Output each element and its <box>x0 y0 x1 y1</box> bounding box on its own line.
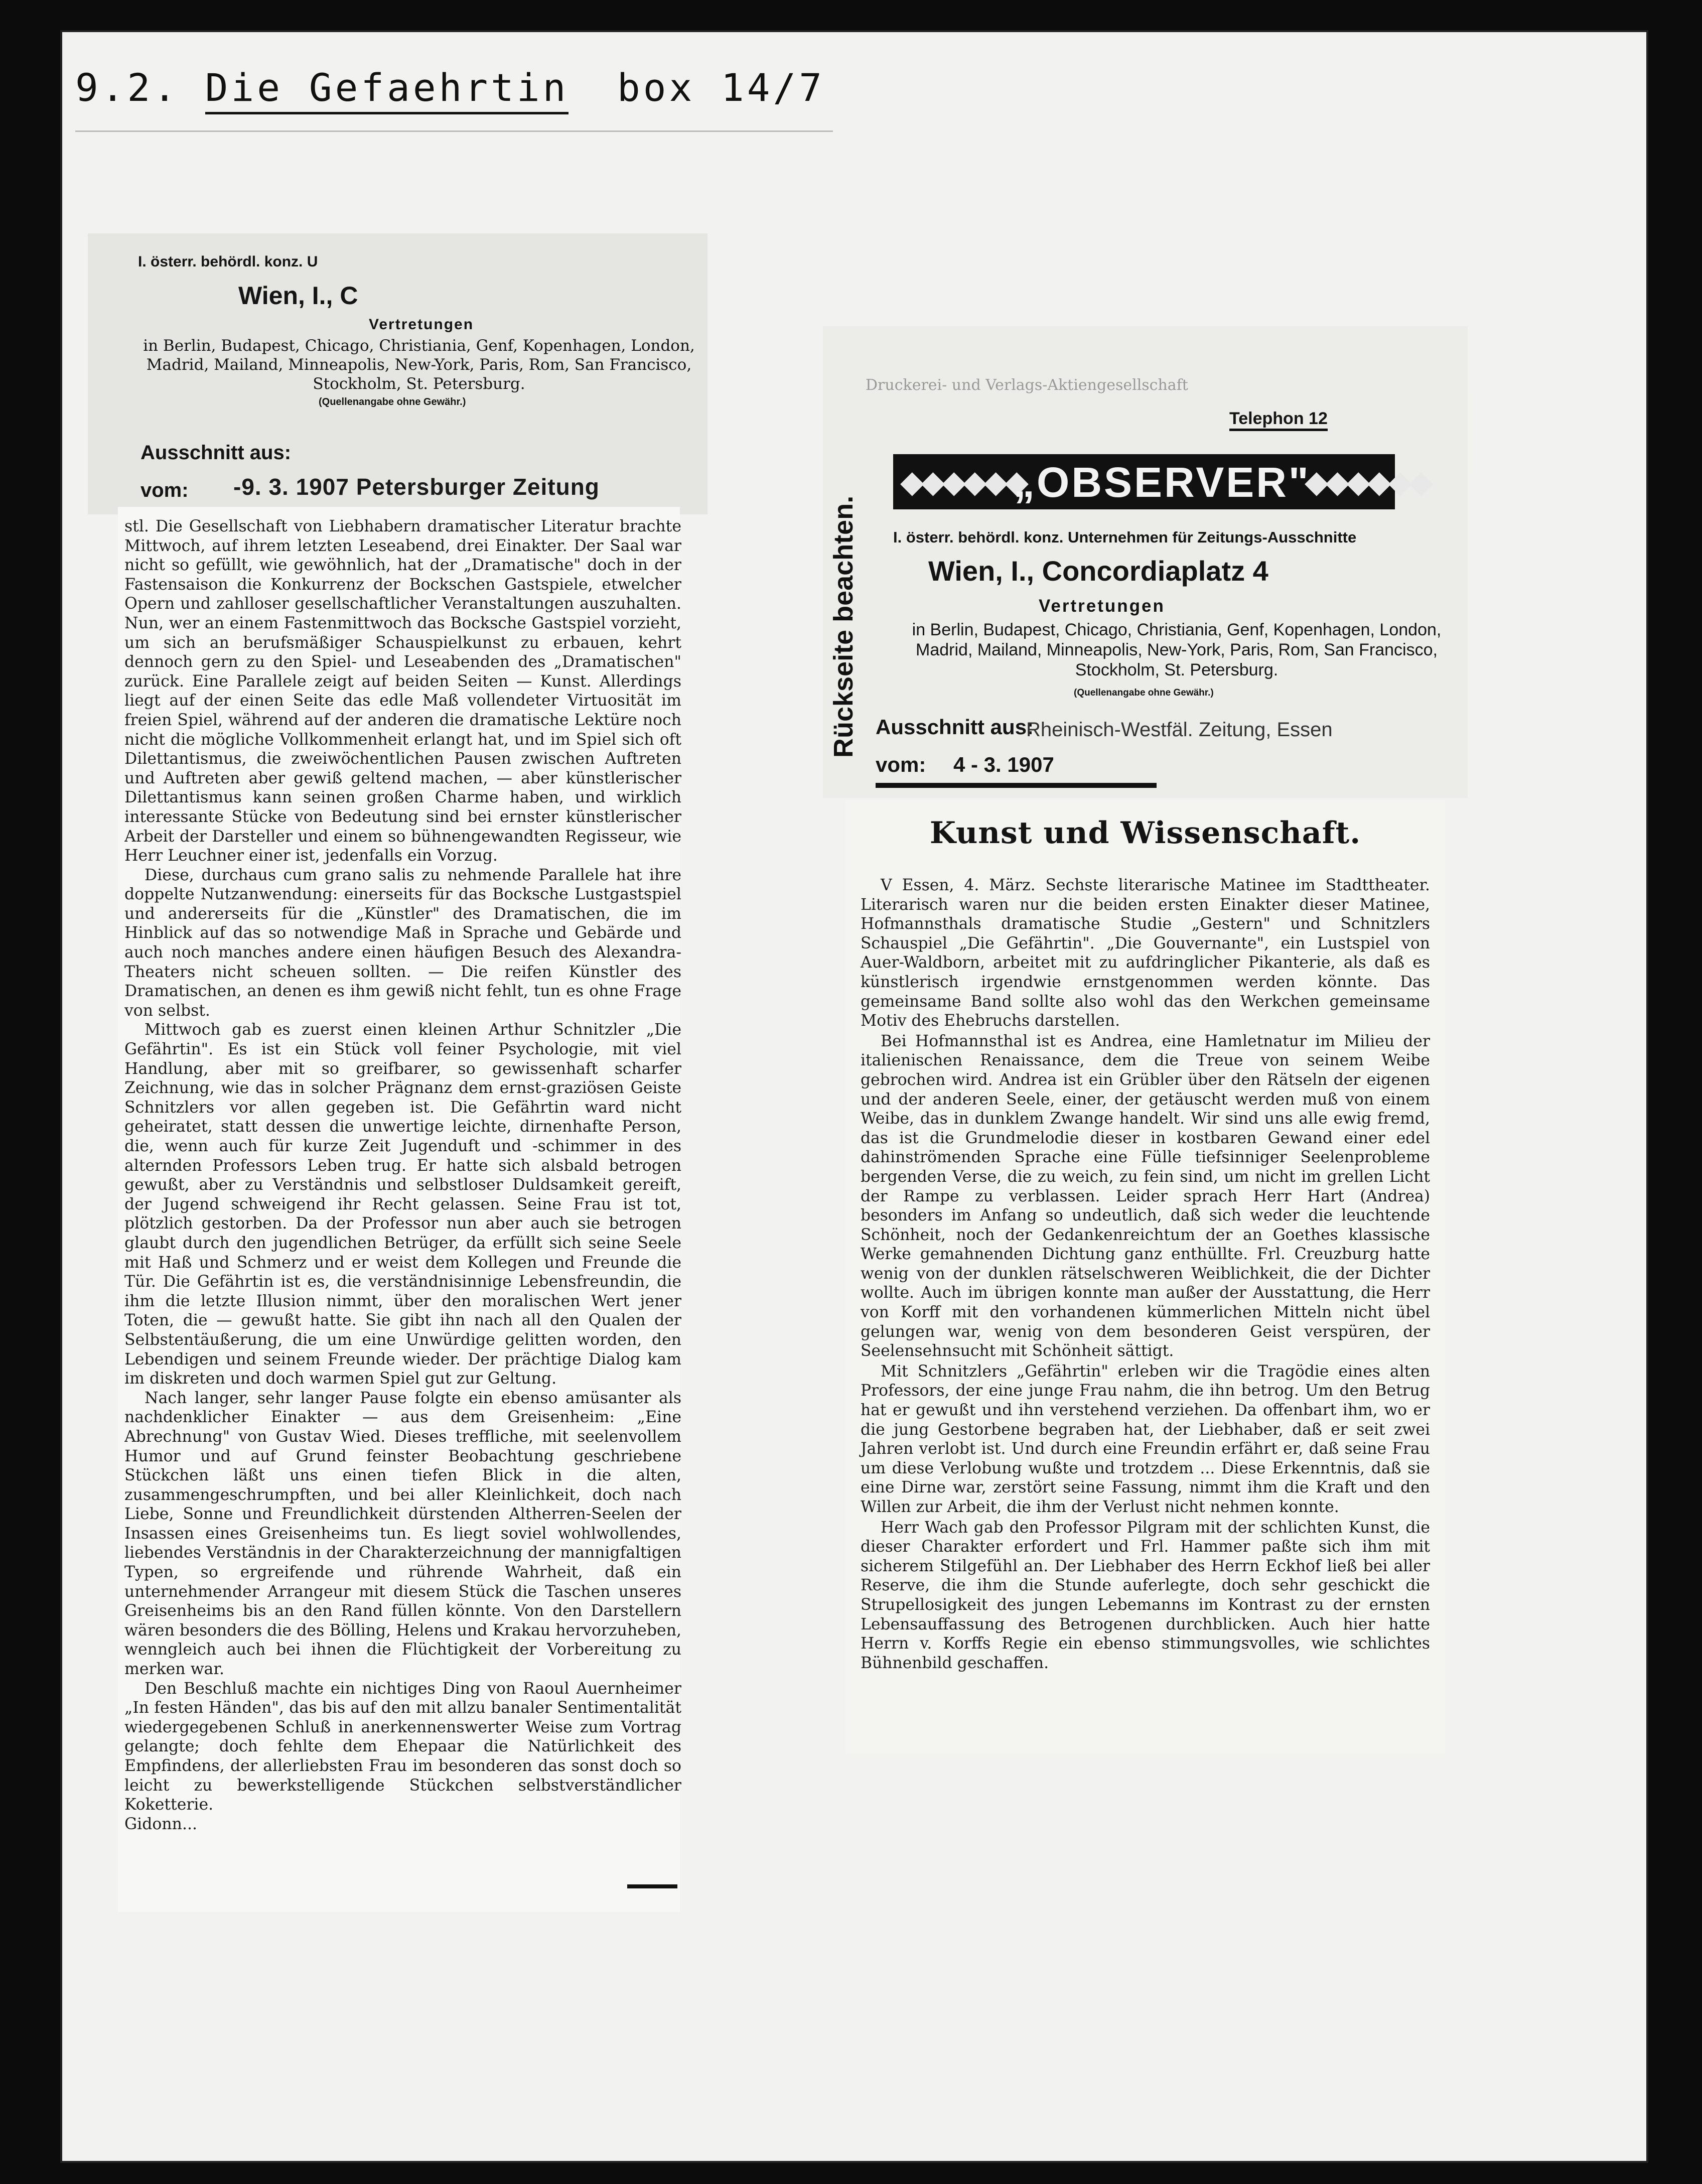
left-article-text <box>124 517 681 1912</box>
observer-banner-text: „OBSERVER" <box>1014 459 1311 506</box>
right-paragraph: Herr Wach gab den Professor Pilgram mit der schlichten Kunst, die dieser Charakter erfordert und Frl. Hammer paßte sich ihm mit sicherem Stilgefühl an. Der Liebhaber des Herrn Eckhof ließ bei aller Reserve, die ihm die Stunde auferlegte, doch sehr geschickt die Strupellosigkeit des jungen Lebemanns im Kontrast zu der ernsten Lebensauffassung des Betrogenen durchblicken. Auch hier hatte Herrn v. Korffs Regie ein ebenso stimmungsvolles, wie schlichtes Bühnenbild geschaffen. <box>861 1518 1430 1672</box>
right-paragraph: Bei Hofmannsthal ist es Andrea, eine Hamletnatur im Milieu der italienischen Renaissance, dem die Treue von seinem Weibe gebrochen wird. Andrea ist ein Grübler über den Rätseln der eigenen und der anderen Seele, einer, der getäuscht werden muß von einem Weibe, das in dunklem Zwange handelt. Wir sind uns alle ewig fremd, das ist die Grundmelodie dieser in kostbaren Gewand einer edel dahinströmenden Sprache eine Fülle tiefsinniger Seelenprobleme bergenden Verse, die zu weich, zu fein sind, um nicht im grellen Licht der Rampe zu verblassen. Leider sprach Herr Hart (Andrea) besonders im Anfang so undeutlich, daß sich weder die leuchtende Schönheit, noch der Gedankenreichtum der an Goethes klassische Werke gemahnenden Dichtung ganz enthüllte. Frl. Creuzburg hatte wenig von der dunklen rätselschweren Weiblichkeit, die der Dichter wollte. Auch im übrigen konnte man außer der Ausstattung, die Herr von Korff mit den vorhandenen kümmerlichen Mitteln nicht übel gelungen war, wenig von dem besonderen Geist verspüren, der Seelensehnsucht mit Schönheit sättigt. <box>861 1032 1430 1360</box>
left-agency-note: (Quellenangabe ohne Gewähr.) <box>319 396 466 407</box>
right-agency-line: I. österr. behördl. konz. Unternehmen für Zeitungs-Ausschnitte <box>893 528 1357 546</box>
left-date-stamp: -9. 3. 1907 Petersburger Zeitung <box>233 474 600 500</box>
right-clipping-article <box>845 800 1445 1754</box>
right-agency-vertretungen: Vertretungen <box>1039 596 1165 616</box>
left-paragraph: Den Beschluß machte ein nichtiges Ding von Raoul Auernheimer „In festen Händen", das bis auf den mit allzu banaler Sentimentalität wiedergegebenen Schluß in anerkennenswerter Weise zum Vortrag gelangte; doch fehlte dem Ehepaar die Natürlichkeit des Empfindens, der allerliebsten Frau im besonderen das sonst doch so leicht zu bewerkstelligende Stückchen selbstverständlicher Koketterie. <box>124 1679 681 1814</box>
right-agency-city: Wien, I., Concordiaplatz 4 <box>928 555 1268 587</box>
folder-title <box>75 65 569 110</box>
left-paragraph: stl. Die Gesellschaft von Liebhabern dramatischer Literatur brachte Mittwoch, auf ihrem letzten Leseabend, drei Einakter. Der Saal war nicht so gefüllt, wie gewöhnlich, hat der „Dramatische" doch in der Fastensaison die Konkurrenz der Bockschen Gastspiele, etwelcher Opern und zahlloser gesellschaftlicher Veranstaltungen auszuhalten. Nun, wer an einem Fastenmittwoch das Bocksche Gastspiel vorzieht, um sich an berufsmäßiger Schauspielkunst zu erbauen, kehrt dennoch gern zu den Spiel- und Leseabenden des „Dramatischen" zurück. Eine Parallele zeigt auf beiden Seiten — Kunst. Allerdings liegt auf der einen Seite das edle Maß vollendeter Virtuosität im freien Spiel, während auf der anderen die dramatische Lektüre noch nicht die mögliche Vollkommenheit erlangt hat, und im Spiel sich oft Dilettantismus, die zweiwöchentlichen Pausen zwischen Auftreten und Auftreten aber gewiß geltend machen, — aber künstlerischer Dilettantismus kann seinen großen Charme haben, und wirklich interessante Stücke von Bedeutung sind bei ernster künstlerischer Arbeit der Darsteller und einem so bühnengewandten Regisseur, wie Herr Leuchner einer ist, jedenfalls ein Vorzug. <box>124 517 681 865</box>
left-agency-vertretungen: Vertretungen <box>369 316 474 333</box>
right-article-text <box>861 876 1430 1674</box>
left-agency-cities: in Berlin, Budapest, Chicago, Christiania, Genf, Kopenhagen, London, Madrid, Mailand, Minneapolis, New-York, Paris, Rom, San Francisco, Stockholm, St. Petersburg. <box>143 337 695 393</box>
left-agency-city: Wien, I., C <box>238 282 358 310</box>
folder-prefix: 9.2. <box>75 65 180 110</box>
right-side-label: Rückseite beachten. <box>828 495 859 758</box>
right-top-faint-text: Druckerei- und Verlags-Aktiengesellschaft <box>866 376 1188 394</box>
diamond-ornament-icon: ◆◆◆◆◆◆ <box>900 463 1026 500</box>
left-paragraph: Nach langer, sehr langer Pause folgte ein ebenso amüsanter als nachdenklicher Einakter — aus dem Greisenheim: „Eine Abrechnung" von Gustav Wied. Dieses treffliche, mit seelenvollem Humor und auf Grund feinster Beobachtung geschriebene Stückchen läßt uns einen tiefen Blick in die alten, zusammengeschrumpften, und bei aller Kleinlichkeit, doch nach Liebe, Sonne und Freundlichkeit dürstenden Altherren-Seelen der Insassen eines Greisenheims tun. Es liegt soviel wohlwollendes, liebendes Verständnis in der Charakterzeichnung der mannigfaltigen Typen, so ergreifende und rührende Wahrheit, daß ein unternehmender Arrangeur mit diesem Stück die Taschen unseres Greisenheims bis an den Rand füllen könnte. Von den Darstellern wären besonders die des Bölling, Helens und Krakau hervorzuheben, wenngleich auch bei ihnen die Flüchtigkeit der Vorbereitung zu merken war. <box>124 1389 681 1679</box>
left-vom-label: vom: <box>140 479 189 501</box>
right-clipping-agency-header <box>823 326 1468 798</box>
right-agency-cities: in Berlin, Budapest, Chicago, Christiania, Genf, Kopenhagen, London, Madrid, Mailand, Minneapolis, New-York, Paris, Rom, San Francisco, Stockholm, St. Petersburg. <box>912 620 1442 679</box>
left-trailing: Gidonn... <box>124 1815 197 1833</box>
left-clipping-agency-header <box>88 233 707 514</box>
right-paragraph: Mit Schnitzlers „Gefährtin" erleben wir die Tragödie eines alten Professors, der eine junge Frau nahm, die ihn betrog. Um den Betrug hat er gewußt und ihn verstehend verziehen. Da offenbart ihm, wo er die jung Gestorbene begraben hat, der Liebhaber, daß er seit zwei Jahren verlobt ist. Und durch eine Freundin erfährt er, daß seine Frau um diese Verlobung wußte und trotzdem ... Diese Erkenntnis, daß sie eine Dirne war, zerstört seine Fassung, nimmt ihm die Kraft und den Willen zur Arbeit, die ihm der Verlust nicht nehmen konnte. <box>861 1362 1430 1516</box>
right-vom-date: 4 - 3. 1907 <box>953 753 1054 776</box>
right-ausschnitt-label: Ausschnitt aus: <box>876 715 1034 739</box>
observer-banner <box>893 454 1431 509</box>
left-ausschnitt-label: Ausschnitt aus: <box>140 442 292 464</box>
left-paragraph: Mittwoch gab es zuerst einen kleinen Arthur Schnitzler „Die Gefährtin". Es ist ein Stück voll feiner Psychologie, mit viel Handlung, aber mit so greifbarer, so gewissenhaft scharfer Zeichnung, wie das in solcher Prägnanz dem ernst-graziösen Geiste Schnitzlers vor allen gegeben ist. Die Gefährtin ward nicht geheiratet, statt dessen die unwertige leichte, dirnenhafte Person, die, wenn auch für kurze Zeit Jugenduft und -schimmer in des alternden Professors Leben trug. Er hatte sich alsbald betrogen gewußt, aber zu Verständnis und selbstloser Duldsamkeit gereift, der Jugend schweigend ihr Recht gelassen. Seine Frau ist tot, plötzlich gestorben. Da der Professor nun aber auch sie betrogen glaubt durch den jugendlichen Betrüger, da erfüllt sich seine Seele mit Haß und Schmerz und er weist dem Kollegen und Freunde die Tür. Die Gefährtin ist es, die verständnisinnige Lebensfreundin, die ihm die letzte Illusion nimmt, über den moralischen Wert jener Toten, die — gewußt hatte. Sie gibt ihn nach all den Qualen der Selbstentäußerung, die um eine Unwürdige gelitten worden, den Lebendigen und seinem Freunde wieder. Der prächtige Dialog kam im diskreten und doch warmen Spiel gut zur Geltung. <box>124 1021 681 1388</box>
folder-header <box>75 65 853 120</box>
right-vom-label: vom: <box>876 753 926 776</box>
right-headline: Kunst und Wissenschaft. <box>929 815 1361 851</box>
right-source-stamp: Rheinisch-Westfäl. Zeitung, Essen <box>1026 719 1333 741</box>
diamond-ornament-icon: ◆◆◆◆◆◆ <box>1305 463 1431 500</box>
left-paragraph: Diese, durchaus cum grano salis zu nehmende Parallele hat ihre doppelte Nutzanwendung: einerseits für das Bocksche Lustgastspiel und andererseits für die „Künstler" des Dramatischen, die im Hinblick auf das so notwendige Maß in Sprache und Gebärde und auch noch manches andere einen häufigen Besuch des Alexandra-Theaters nicht scheuen sollten. — Die reifen Künstler des Dramatischen, an denen es ihm gewiß nicht fehlt, tun es ohne Frage von selbst. <box>124 866 681 1020</box>
ink-stroke <box>627 1884 677 1888</box>
right-agency-note: (Quellenangabe ohne Gewähr.) <box>1074 688 1214 698</box>
right-paragraph: V Essen, 4. März. Sechste literarische Matinee im Stadttheater. Literarisch waren nur die beiden ersten Einakter dieser Matinee, Hofmannsthals dramatische Studie „Gestern" und Schnitzlers Schauspiel „Die Gefährtin". „Die Gouvernante", ein Lustspiel von Auer-Waldborn, arbeitet mit zu aufdringlicher Pikanterie, als daß es künstlerisch irgendwie ernstgenommen werden könnte. Das gemeinsame Band sollte also wohl das den Werkchen gemeinsame Motiv des Ehebruchs darstellen. <box>861 876 1430 1030</box>
right-telephon: Telephon 12 <box>1229 409 1328 431</box>
folder-title-text: Die Gefaehrtin <box>205 65 569 114</box>
box-number: box 14/7 <box>617 65 825 110</box>
right-vom-underline <box>876 783 1157 788</box>
header-divider <box>75 130 833 132</box>
left-agency-line: I. österr. behördl. konz. U <box>138 253 318 270</box>
